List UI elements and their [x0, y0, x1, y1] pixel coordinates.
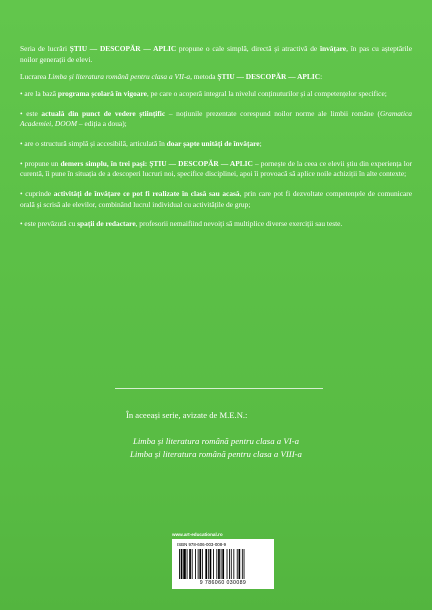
- isbn-text: ISBN 978-606-003-008-9: [177, 542, 227, 547]
- barcode-bar: [216, 549, 217, 579]
- description-text: [20, 44, 412, 239]
- barcode-bar: [181, 549, 183, 579]
- barcode-bar: [227, 549, 228, 579]
- barcode-bar: [242, 549, 243, 579]
- bullet-text: ;: [259, 138, 262, 148]
- bullet-text: • are o structură simplă și accesibilă, articulată în: [20, 138, 167, 148]
- barcode-area: [172, 532, 274, 589]
- bullet-text: • este prevăzută cu: [20, 219, 78, 229]
- method-name: ȘTIU — DESCOPĂR — APLIC: [217, 72, 321, 82]
- barcode-bar: [187, 549, 188, 579]
- bullet-item: [20, 139, 412, 150]
- barcode-image: [177, 549, 269, 579]
- lead-text: :: [320, 72, 323, 82]
- barcode-bar: [244, 549, 245, 579]
- bullet-text: , pe care o acoperă integral la nivelul conținuturilor și al competențelor specifice;: [146, 88, 387, 98]
- series-heading: În aceeași serie, avizate de M.E.N.:: [126, 410, 248, 420]
- bullet-emphasis: demers simplu, în trei pași: ȘTIU — DESCOPĂR — APLIC: [60, 158, 253, 168]
- barcode-bar: [195, 549, 196, 579]
- bullet-item: [20, 189, 412, 210]
- barcode-digits: 9 786060 030089: [199, 580, 247, 586]
- bullet-item: [20, 109, 412, 130]
- bullet-emphasis: spații de redactare: [77, 219, 136, 229]
- barcode-bar: [179, 549, 180, 579]
- barcode-bar: [205, 549, 207, 579]
- barcode-bar: [213, 549, 214, 579]
- bullet-text: • are la bază: [20, 88, 58, 98]
- bullet-text: , profesorii nemaifiind nevoiți să multiplice diverse exerciții sau teste.: [135, 219, 343, 229]
- bullet-item: [20, 89, 412, 100]
- barcode-bar: [231, 549, 232, 579]
- barcode-bar: [229, 549, 230, 579]
- bullet-text: • este: [20, 108, 42, 118]
- barcode-bar: [233, 549, 234, 579]
- publisher-website: www.art-educational.ro: [172, 532, 223, 537]
- book-title: Limba și literatura română pentru clasa a VII-a: [48, 72, 191, 82]
- lead-paragraph: [20, 72, 412, 83]
- bullet-emphasis: activități de învățare ce pot fi realizate în clasă sau acasă: [53, 189, 240, 199]
- series-title: Limba și literatura română pentru clasa a VI-a: [132, 436, 300, 446]
- bullet-item: [20, 219, 412, 230]
- bullet-italic: Gramatica Academiei, DOOM: [20, 108, 412, 129]
- lead-text: , metoda: [190, 72, 218, 82]
- bullet-emphasis: actuală din punct de vedere științific: [41, 108, 166, 118]
- barcode-bar: [192, 549, 193, 579]
- divider-line: [115, 388, 323, 389]
- barcode-bar: [218, 549, 220, 579]
- bullet-text: – noțiunile prezentate corespund noilor norme ale limbii române (: [165, 108, 380, 118]
- barcode-bar: [221, 549, 222, 579]
- series-title: Limba și literatura română pentru clasa a VIII-a: [130, 449, 302, 459]
- barcode-bar: [198, 549, 199, 579]
- bullet-text: • cuprinde: [20, 189, 54, 199]
- bullet-item: [20, 159, 412, 180]
- barcode-bar: [222, 549, 224, 579]
- intro-text: Seria de lucrări: [20, 44, 70, 53]
- bullet-emphasis: programa școlară în vigoare: [57, 88, 147, 98]
- bullet-text: – pornește de la ceea ce elevii știu din experiența lor curentă, îi pune în situația de a descoperi lucruri noi, specifice disciplinei, apoi îi provoacă să aplice noile achiziții în alte contexte;: [20, 158, 412, 179]
- lead-text: Lucrarea: [20, 72, 49, 82]
- barcode-bar: [199, 549, 201, 579]
- barcode-bar: [210, 549, 212, 579]
- bullet-text: – ediția a doua);: [77, 119, 127, 129]
- barcode-bar: [208, 549, 209, 579]
- intro-emphasis: învățare: [319, 44, 347, 53]
- bullet-emphasis: doar șapte unități de învățare: [166, 138, 260, 148]
- method-name: ȘTIU — DESCOPĂR — APLIC: [69, 44, 177, 53]
- intro-text: propune o cale simplă, directă și atractivă de: [176, 44, 320, 53]
- barcode-bar: [189, 549, 191, 579]
- bullet-text: • propune un: [20, 158, 61, 168]
- barcode-bar: [183, 549, 186, 579]
- barcode-bar: [202, 549, 203, 579]
- bullet-text: , prin care pot fi dezvoltate competențele de comunicare orală și scrisă ale elevilor, combinând lucrul individual cu activitățile de grup;: [20, 189, 412, 209]
- intro-paragraph: [20, 44, 412, 65]
- barcode-bar: [239, 549, 241, 579]
- barcode-label: [172, 539, 274, 589]
- barcode-bar: [237, 549, 238, 579]
- intro-text: , în pas cu așteptările noilor generații de elevi.: [20, 44, 412, 64]
